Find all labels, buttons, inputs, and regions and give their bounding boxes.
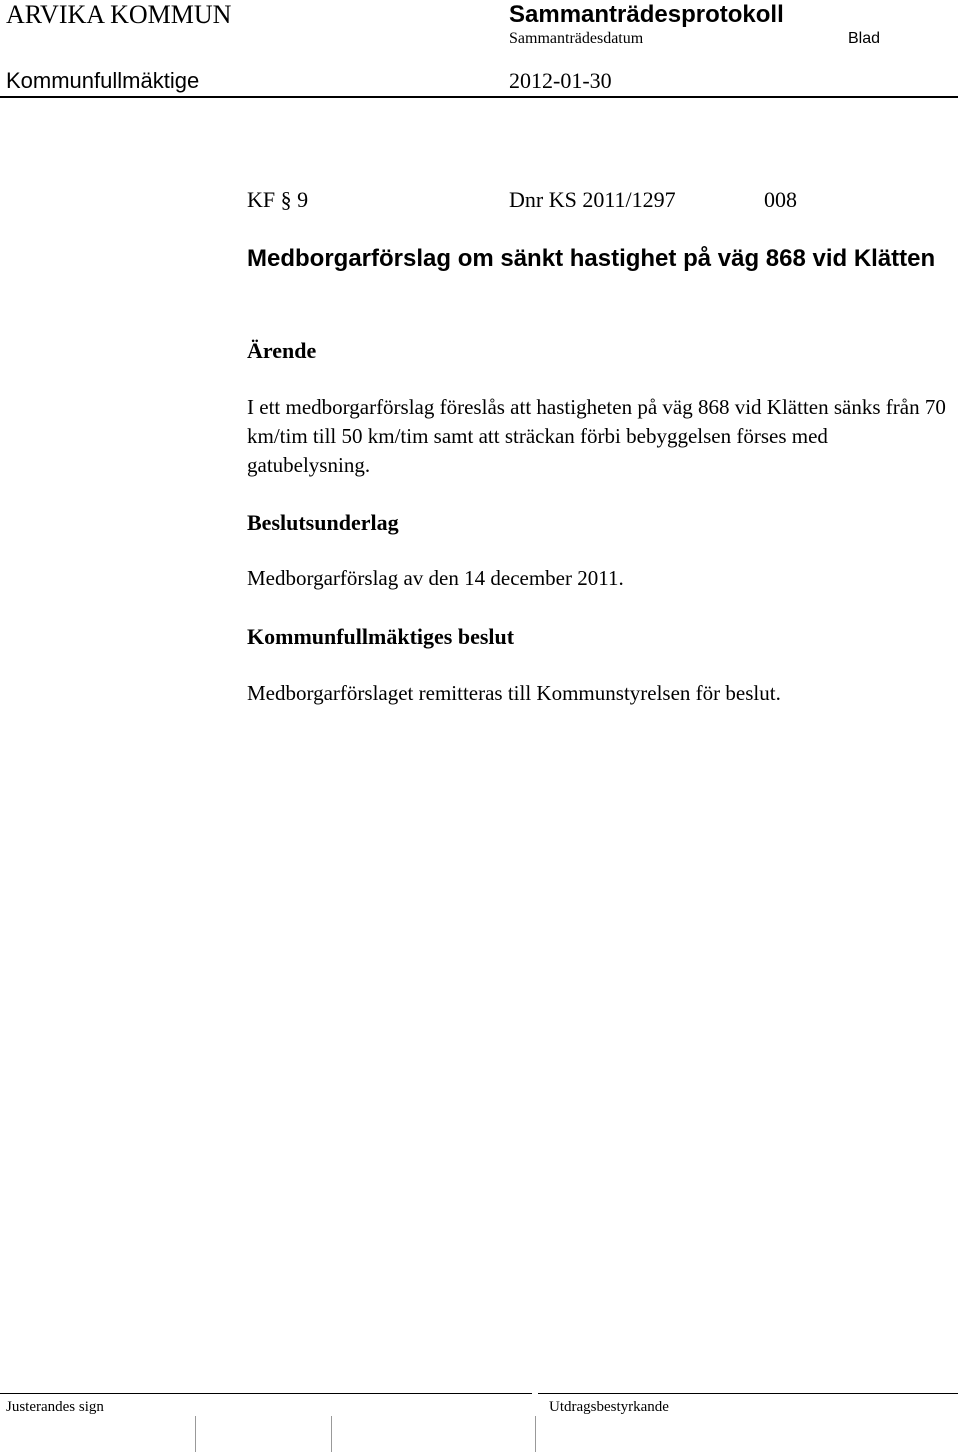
footer-divider-left <box>0 1393 532 1394</box>
signature-box-divider <box>195 1416 196 1452</box>
section-heading-beslut: Kommunfullmäktiges beslut <box>247 624 515 649</box>
paragraph-reference: KF § 9 <box>247 187 309 212</box>
archive-code: 008 <box>764 187 797 212</box>
meeting-date-label: Sammanträdesdatum <box>509 30 644 47</box>
signature-label: Justerandes sign <box>6 1399 104 1415</box>
section-heading-arende: Ärende <box>247 338 317 363</box>
organization-name: ARVIKA KOMMUN <box>6 0 232 29</box>
section-text-arende: I ett medborgarförslag föreslås att hastigheten på väg 868 vid Klätten sänks från 70 km/tim till 50 km/tim samt att sträckan förbi bebyggelsen förses med gatubelysning. <box>247 395 946 477</box>
meeting-date: 2012-01-30 <box>509 68 612 93</box>
diary-number: Dnr KS 2011/1297 <box>509 187 676 212</box>
section-text-beslut: Medborgarförslaget remitteras till Kommunstyrelsen för beslut. <box>247 681 781 705</box>
case-title: Medborgarförslag om sänkt hastighet på väg 868 vid Klätten <box>247 245 936 272</box>
sheet-label: Blad <box>848 30 881 47</box>
section-text-beslutsunderlag: Medborgarförslag av den 14 december 2011. <box>247 566 624 590</box>
header-divider <box>0 96 958 98</box>
certification-label: Utdragsbestyrkande <box>549 1399 669 1415</box>
decision-body-name: Kommunfullmäktige <box>6 68 200 93</box>
signature-box-divider <box>331 1416 332 1452</box>
section-heading-beslutsunderlag: Beslutsunderlag <box>247 510 399 535</box>
document-type: Sammanträdesprotokoll <box>509 1 784 28</box>
signature-box-divider <box>535 1416 536 1452</box>
footer-divider-right <box>538 1393 958 1394</box>
